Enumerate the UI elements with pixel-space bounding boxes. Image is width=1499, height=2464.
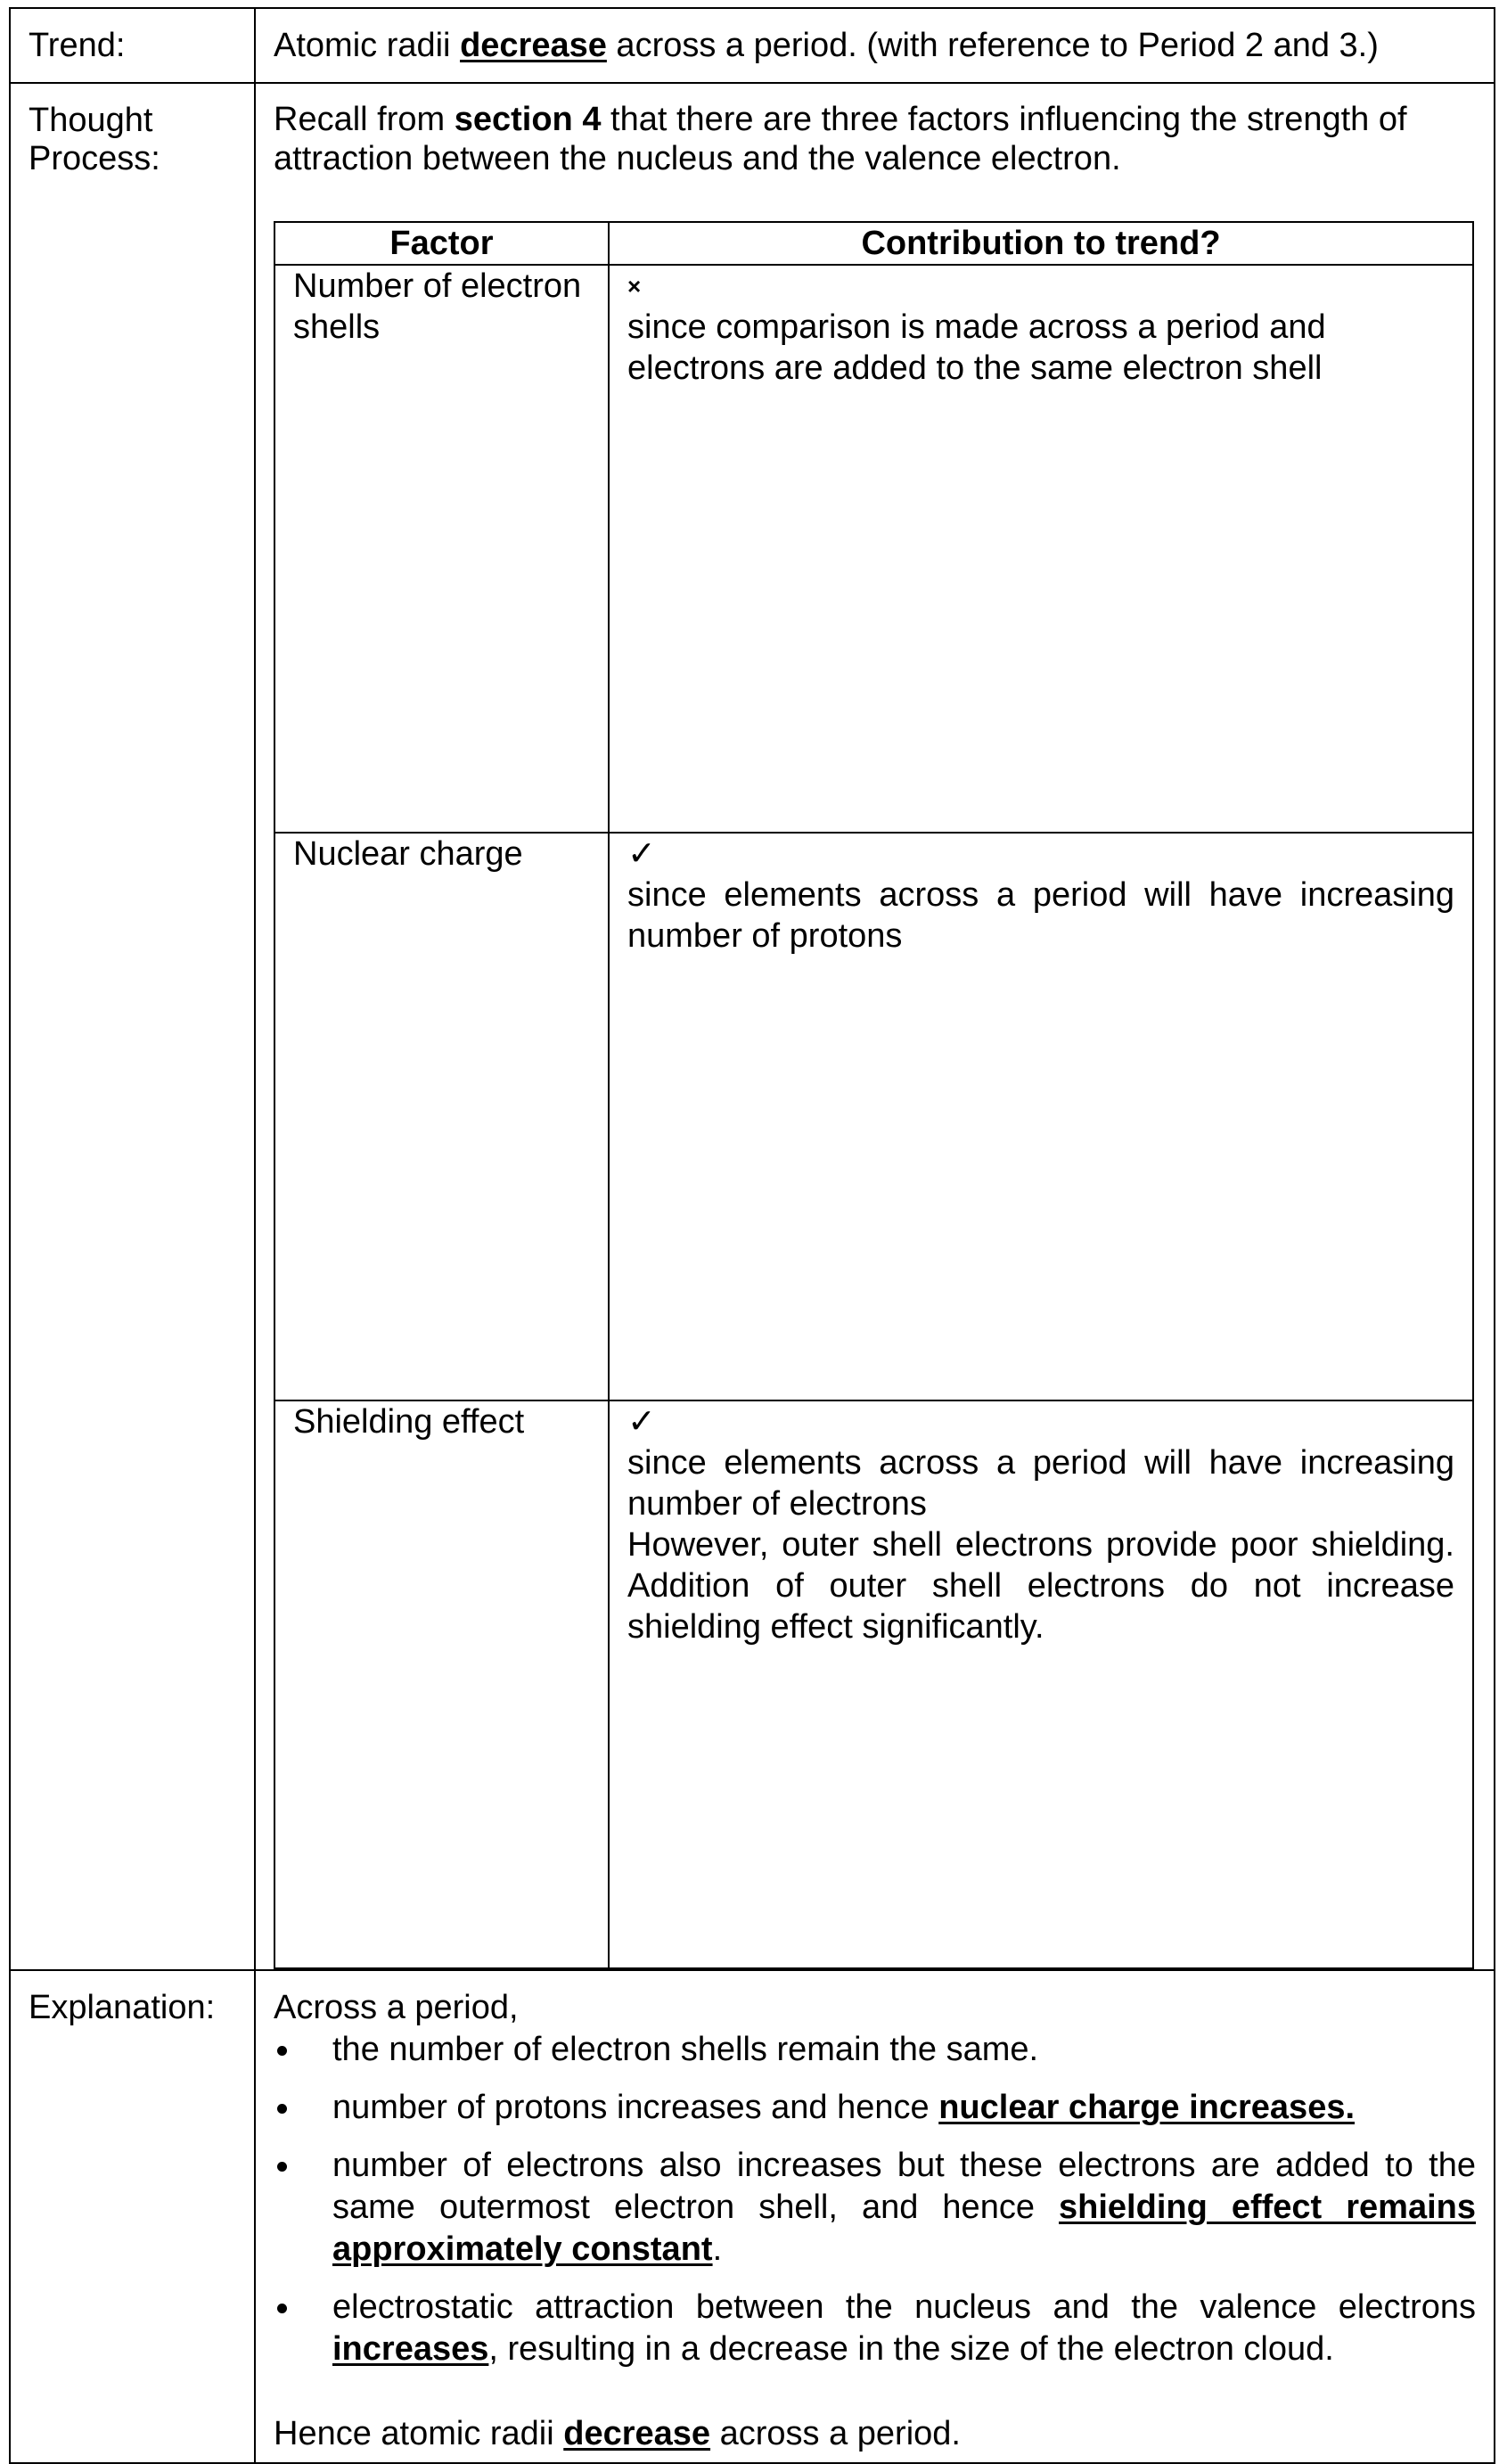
trend-row <box>10 8 1495 83</box>
explanation-content-cell <box>255 1970 1495 2463</box>
thought-row <box>10 83 1495 1970</box>
bullet-icon <box>277 2304 287 2313</box>
list-item: electrostatic attraction between the nucleus and the valence electrons increases, resulting in a decrease in the size of the electron cloud. <box>274 2287 1476 2370</box>
factor-row <box>274 833 1473 1400</box>
thought-label-cell <box>10 83 255 1970</box>
factor-table-header <box>274 222 1473 265</box>
explanation-conclusion: Hence atomic radii decrease across a period. <box>274 2415 961 2452</box>
explanation-row <box>10 1970 1495 2463</box>
factor-name: Number of electron shells <box>274 265 609 833</box>
explanation-list <box>274 2029 1476 2370</box>
check-icon: ✓ <box>627 835 656 873</box>
trend-content-cell <box>255 8 1495 83</box>
thought-label-line2: Process: <box>29 140 160 177</box>
bullet-icon <box>277 2046 287 2056</box>
factor-name: Shielding effect <box>274 1400 609 1968</box>
list-item: the number of electron shells remain the same. <box>274 2029 1476 2071</box>
trend-label: Trend: <box>29 27 126 64</box>
factor-name: Nuclear charge <box>274 833 609 1400</box>
thought-intro: Recall from section 4 that there are three factors influencing the strength of attraction between the nucleus and the valence electron. <box>274 101 1407 177</box>
explanation-label-cell <box>10 1970 255 2463</box>
factor-row <box>274 265 1473 833</box>
factor-table <box>274 221 1474 1969</box>
factor-contribution: × since comparison is made across a period and electrons are added to the same electron shell <box>609 265 1473 833</box>
trend-keyword: decrease <box>460 27 607 64</box>
bullet-icon <box>277 2162 287 2172</box>
cross-icon: × <box>627 273 642 300</box>
shielding-note: However, outer shell electrons provide poor shielding. Addition of outer shell electrons do not increase shielding effect significantly. <box>627 1526 1454 1646</box>
header-factor: Factor <box>274 222 609 265</box>
explanation-intro: Across a period, <box>274 1989 519 2026</box>
list-item: number of electrons also increases but these electrons are added to the same outermost electron shell, and hence shielding effect remains approximately constant. <box>274 2145 1476 2271</box>
bullet-icon <box>277 2104 287 2114</box>
notes-table <box>9 7 1495 2464</box>
check-icon: ✓ <box>627 1403 656 1441</box>
factor-contribution: ✓ since elements across a period will have increasing number of protons <box>609 833 1473 1400</box>
section-reference: section 4 <box>454 101 602 138</box>
trend-text: Atomic radii decrease across a period. (with reference to Period 2 and 3.) <box>274 27 1379 64</box>
thought-content-cell <box>255 83 1495 1970</box>
thought-label-line1: Thought <box>29 102 153 139</box>
header-contribution: Contribution to trend? <box>609 222 1473 265</box>
trend-label-cell <box>10 8 255 83</box>
list-item: number of protons increases and hence nuclear charge increases. <box>274 2087 1476 2129</box>
factor-row <box>274 1400 1473 1968</box>
explanation-label: Explanation: <box>29 1989 216 2026</box>
factor-contribution: ✓ since elements across a period will have increasing number of electrons However, outer shell electrons provide poor shielding. Addition of outer shell electrons do not increase shielding effect significantly. <box>609 1400 1473 1968</box>
